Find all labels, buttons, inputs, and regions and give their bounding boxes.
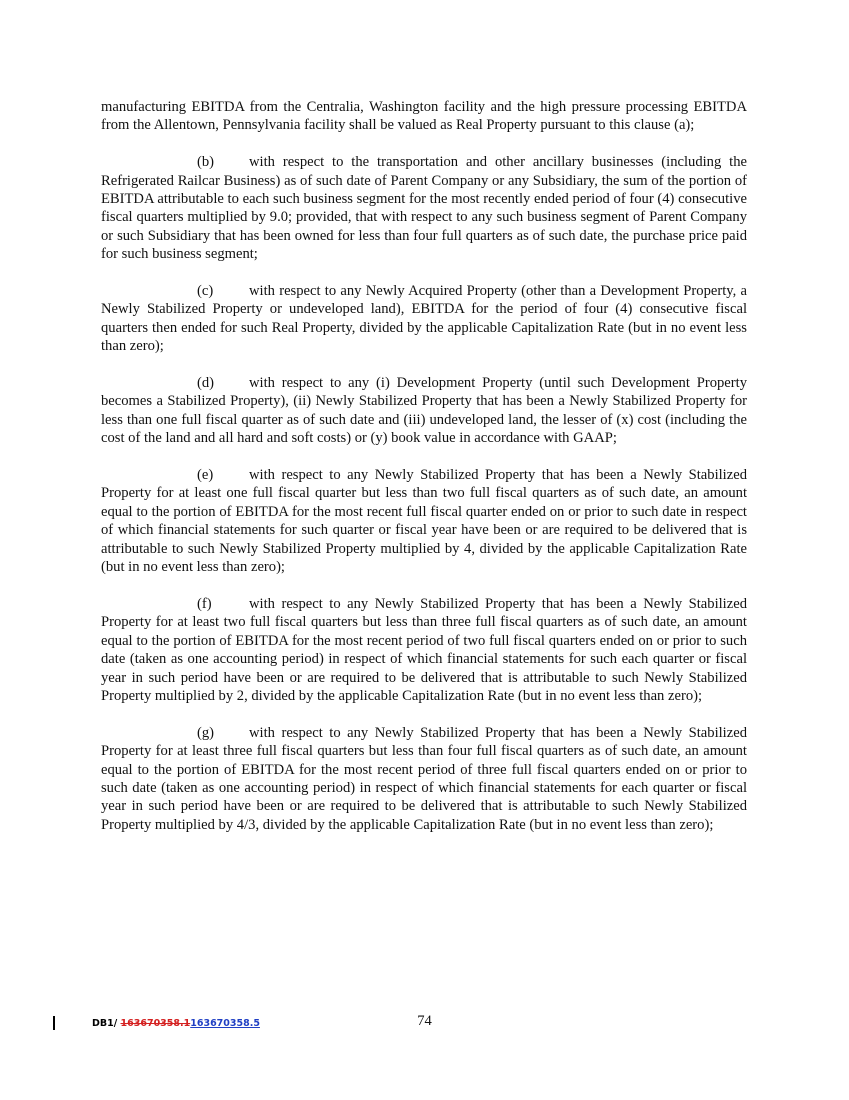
document-id-deleted: 163670358.1 [120,1018,191,1029]
paragraph-text: manufacturing EBITDA from the Centralia, Washington facility and the high pressure processing EBITDA from the Allentown, Pennsylvania facility shall be valued as Real Property pursuant to this clause (a); [101,99,747,134]
clause-label: (d) [197,375,215,392]
paragraph-text: with respect to any (i) Development Property (until such Development Property becomes a Stabilized Property), (ii) Newly Stabilized Property that has been a Newly Stabilized Property for less than one full fiscal quarter as of such date and (iii) undeveloped land, the lesser of (x) cost (including the cost of the land and all hard and soft costs) or (y) book value in accordance with GAAP; [101,375,747,447]
paragraph-a-continuation [101,98,747,135]
paragraph-f [101,595,747,705]
clause-label: (b) [197,154,215,171]
clause-label: (e) [197,467,214,484]
paragraph-b [101,153,747,263]
clause-label: (g) [197,724,215,741]
paragraph-e [101,466,747,576]
page-footer [0,1010,849,1040]
paragraph-text: with respect to the transportation and other ancillary businesses (including the Refrigerated Railcar Business) as of such date of Parent Company or any Subsidiary, the sum of the portion of EBITDA attributable to each such business segment for the most recently ended period of four (4) consecutive fiscal quarters multiplied by 9.0; provided, that with respect to any such business segment of Parent Company or such Subsidiary that has been owned for less than four full quarters as of such date, the purchase price paid for such business segment; [101,154,747,263]
document-id-inserted: 163670358.5 [190,1018,260,1029]
paragraph-d [101,374,747,448]
paragraph-text: with respect to any Newly Stabilized Property that has been a Newly Stabilized Property for at least three full fiscal quarters but less than four full fiscal quarters as of such date, an amount equal to the portion of EBITDA for the most recent period of three full fiscal quarters ended on or prior to such date (taken as one accounting period) in respect of which financial statements for each quarter or fiscal year in such period have been or are required to be delivered that is attributable to such Newly Stabilized Property multiplied by 4/3, divided by the applicable Capitalization Rate (but in no event less than zero); [101,724,747,833]
paragraph-c [101,282,747,356]
paragraph-text: with respect to any Newly Stabilized Property that has been a Newly Stabilized Property for at least two full fiscal quarters but less than three full fiscal quarters as of such date, an amount equal to the portion of EBITDA for the most recent period of two full fiscal quarters ended on or prior to such date (taken as one accounting period) in respect of which financial statements for such each quarter or fiscal year in such period have been or are required to be delivered that is attributable to such Newly Stabilized Property multiplied by 2, divided by the applicable Capitalization Rate (but in no event less than zero); [101,595,747,704]
clause-label: (c) [197,283,214,300]
document-id-prefix: DB1/ [92,1018,121,1029]
paragraph-g [101,724,747,834]
page-number: 74 [417,1013,432,1029]
paragraph-text: with respect to any Newly Stabilized Property that has been a Newly Stabilized Property for at least one full fiscal quarter but less than two full fiscal quarters as of such date, an amount equal to the portion of EBITDA for the most recent full fiscal quarter ended on or prior to such date in respect of which financial statements for such quarter or fiscal year have been or are required to be delivered that is attributable to such Newly Stabilized Property multiplied by 4, divided by the applicable Capitalization Rate (but in no event less than zero); [101,467,747,576]
paragraph-text: with respect to any Newly Acquired Property (other than a Development Property, a Newly Stabilized Property or undeveloped land), EBITDA for the period of four (4) consecutive fiscal quarters then ended for such Real Property, divided by the applicable Capitalization Rate (but in no event less than zero); [101,283,747,355]
clause-label: (f) [197,595,212,612]
document-body [101,98,747,853]
